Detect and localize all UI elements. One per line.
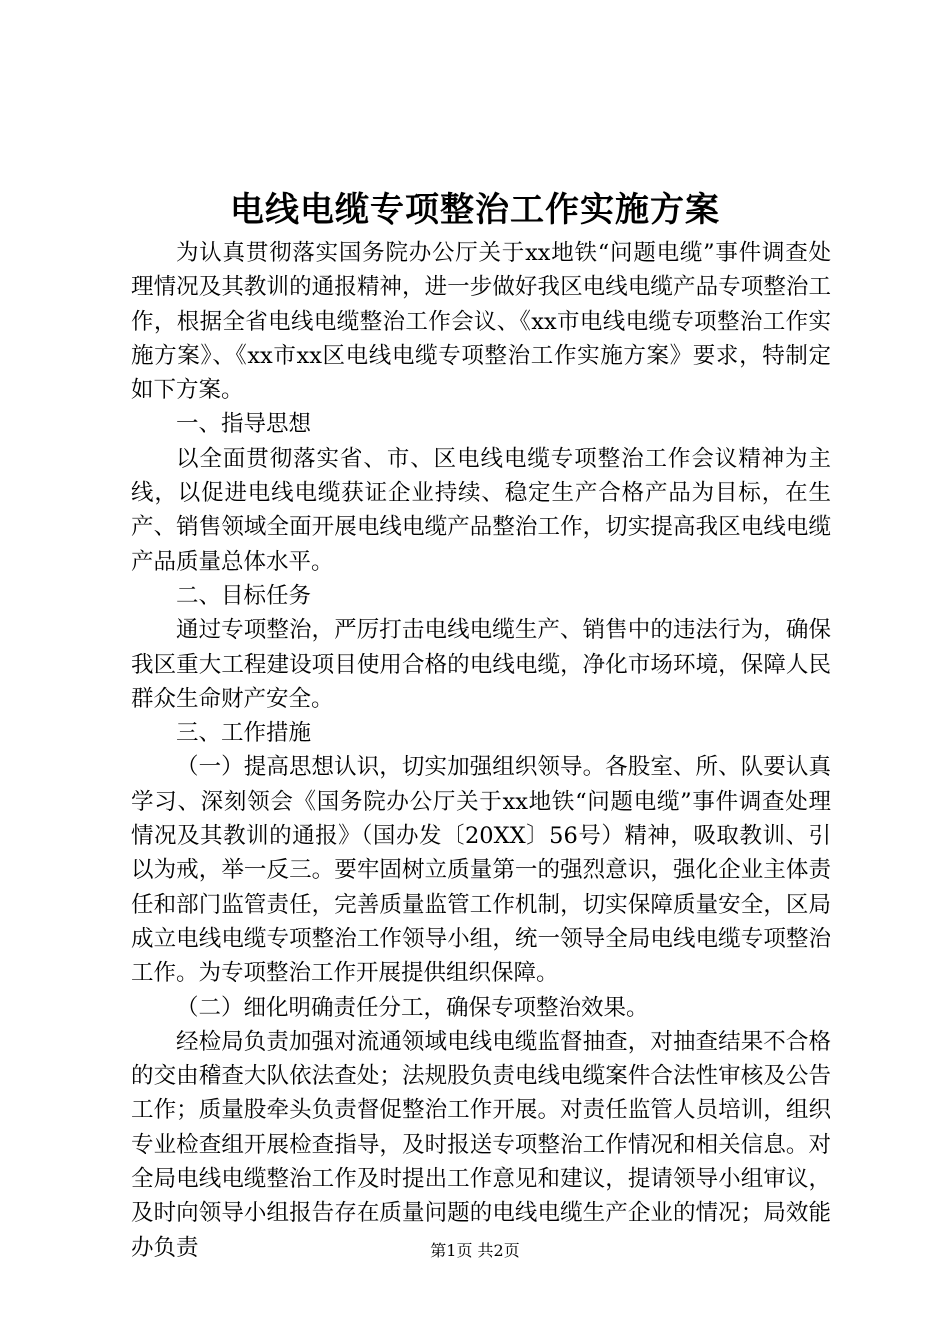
section-heading-goals: 二、目标任务 [176, 582, 312, 609]
intro-paragraph: 为认真贯彻落实国务院办公厅关于xx地铁“问题电缆”事件调查处理情况及其教训的通报精神，进一步做好我区电线电缆产品专项整治工作，根据全省电线电缆整治工作会议、《xx市电线电缆专项整治工作实施方案》、《xx市xx区电线电缆专项整治工作实施方案》要求，特制定如下方案。 [131, 240, 831, 404]
document-body [131, 236, 831, 1265]
page-footer: 第1页 共2页 [430, 1241, 520, 1260]
section-heading-measures: 三、工作措施 [176, 720, 312, 747]
goals-paragraph: 通过专项整治，严厉打击电线电缆生产、销售中的违法行为，确保我区重大工程建设项目使用合格的电线电缆，净化市场环境，保障人民群众生命财产安全。 [131, 617, 831, 712]
measure-2-heading: （二）细化明确责任分工，确保专项整治效果。 [176, 994, 649, 1021]
measure-1-paragraph: （一）提高思想认识，切实加强组织领导。各股室、所、队要认真学习、深刻领会《国务院办公厅关于xx地铁“问题电缆”事件调查处理情况及其教训的通报》（国办发〔20XX〕56号）精神，吸取教训、引以为戒，举一反三。要牢固树立质量第一的强烈意识，强化企业主体责任和部门监管责任，完善质量监管工作机制，切实保障质量安全，区局成立电线电缆专项整治工作领导小组，统一领导全局电线电缆专项整治工作。为专项整治工作开展提供组织保障。 [131, 754, 831, 987]
measure-2-paragraph: 经检局负责加强对流通领域电线电缆监督抽查，对抽查结果不合格的交由稽查大队依法查处；法规股负责电线电缆案件合法性审核及公告工作；质量股牵头负责督促整治工作开展。对责任监管人员培训，组织专业检查组开展检查指导，及时报送专项整治工作情况和相关信息。对全局电线电缆整治工作及时提出工作意见和建议，提请领导小组审议，及时向领导小组报告存在质量问题的电线电缆生产企业的情况；局效能办负责 [131, 1028, 831, 1261]
document-title: 电线电缆专项整治工作实施方案 [230, 190, 720, 230]
section-heading-guiding-ideology: 一、指导思想 [176, 411, 312, 438]
guiding-ideology-paragraph: 以全面贯彻落实省、市、区电线电缆专项整治工作会议精神为主线，以促进电线电缆获证企业持续、稳定生产合格产品为目标，在生产、销售领域全面开展电线电缆产品整治工作，切实提高我区电线电缆产品质量总体水平。 [131, 445, 831, 575]
